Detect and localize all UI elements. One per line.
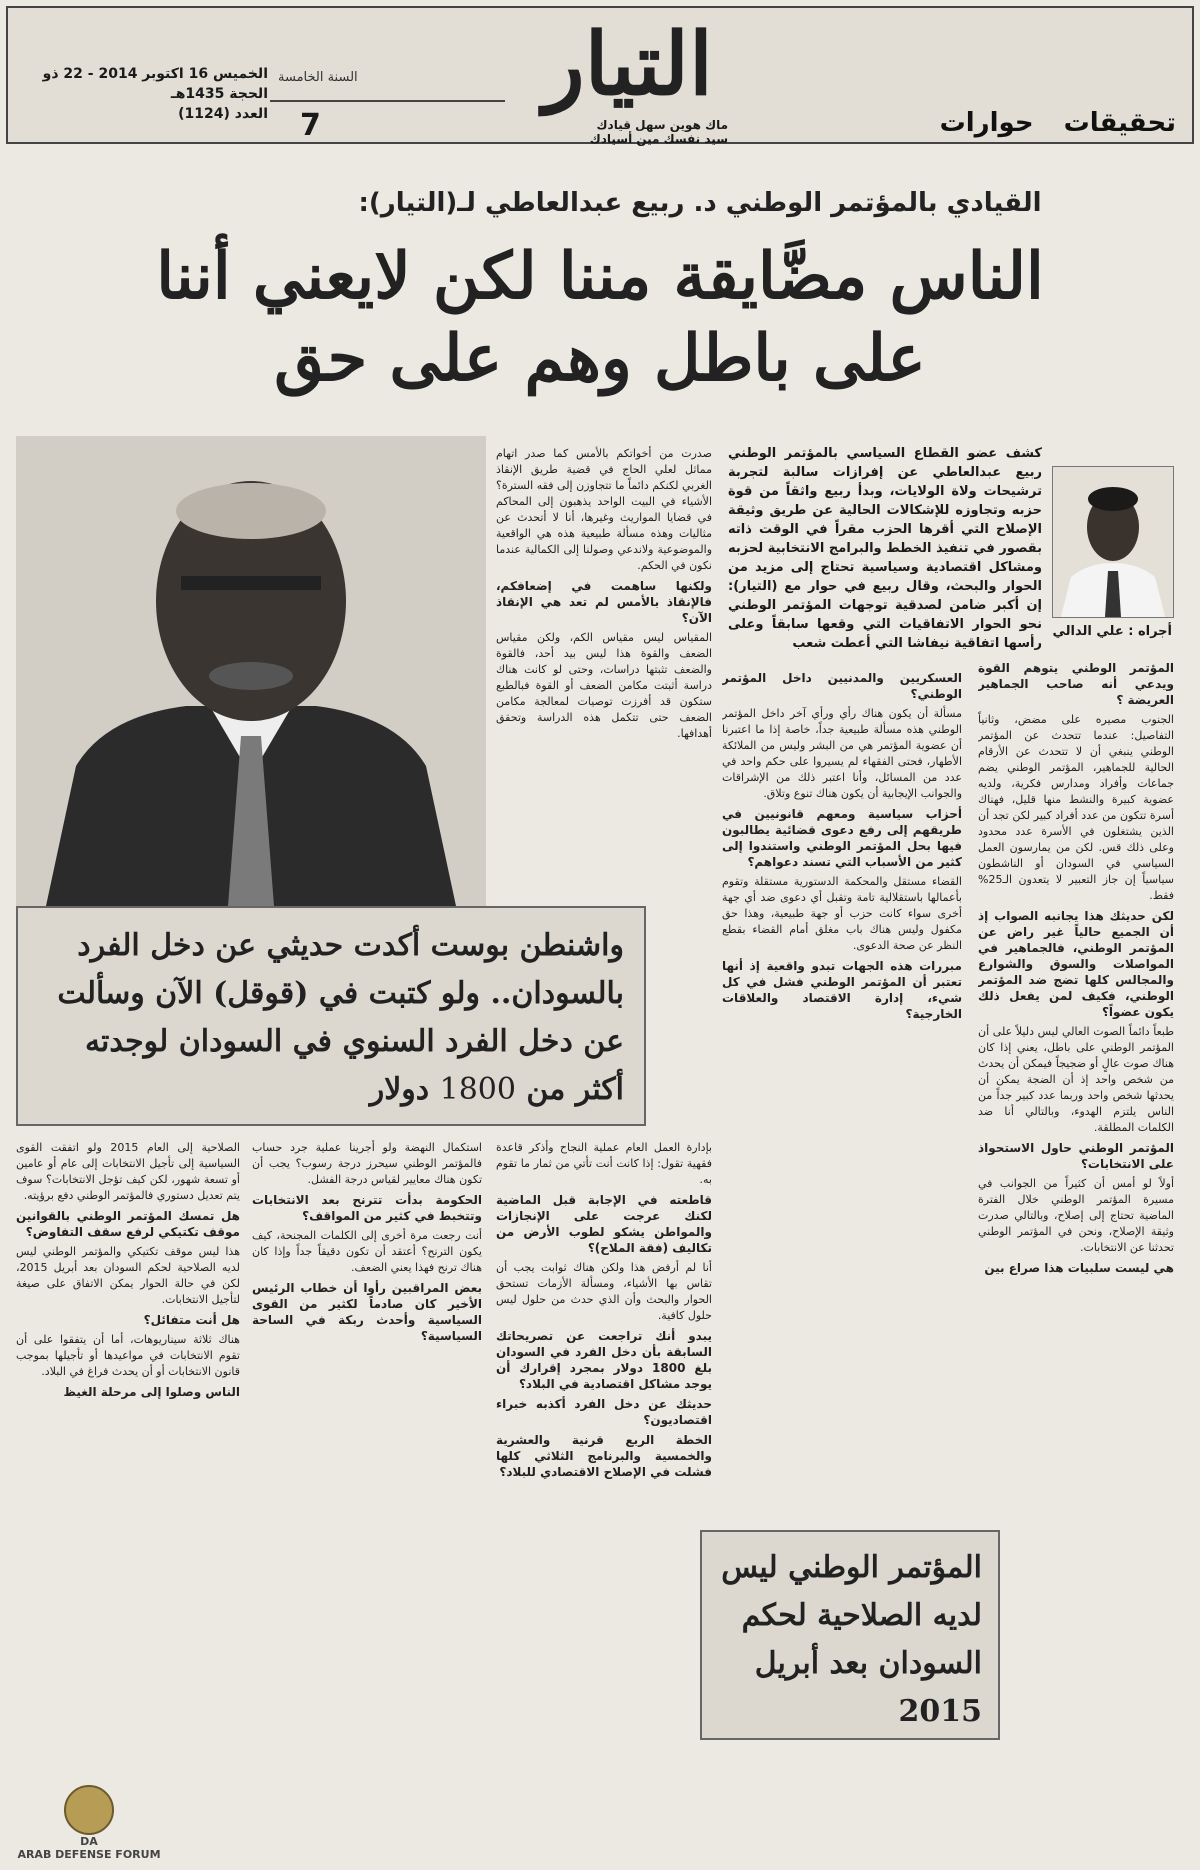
section-labels bbox=[940, 108, 1176, 138]
issue-meta bbox=[28, 64, 268, 124]
column-6-text: بإدارة العمل العام عملية النجاح وأذكر قاعدة فقهية تقول: إذا كانت أنت تأتي من ثمار ما تقوم به. bbox=[496, 1141, 712, 1186]
article-kicker: القيادي بالمؤتمر الوطني د. ربيع عبدالعاطي لـ(التيار): bbox=[358, 188, 1042, 218]
interview-credit: أجراه : علي الدالي bbox=[1052, 624, 1172, 639]
slogan-line-2: سيد نفسك مين أسيادك bbox=[589, 132, 728, 146]
column-6-question-2: يبدو أنك تراجعت عن تصريحاتك السابقة بأن دخل الفرد في السودان بلغ 1800 دولار بمجرد إقرارك أن يوجد مشاكل اقتصادية في البلاد؟ bbox=[496, 1329, 712, 1391]
column-2-question-2: أحزاب سياسية ومعهم قانونيين في طريقهم إلى رفع دعوى قضائية يطالبون فيها بحل المؤتمر الوطني واستندوا إلى كثير من الأسباب التي تسند دعواهم؟ bbox=[722, 807, 962, 869]
headline-line-2: على باطل وهم على حق bbox=[274, 321, 926, 396]
column-3-text: صدرت من أخواتكم بالأمس كما صدر اتهام مماثل لعلي الحاج في قضية طريق الإنقاذ الغربي لكنكم دائماً ما تتجاوزن إلى فقه السترة؟ الأشياء في البيت الواحد يذهبون إلى المحاكم في قضايا المواريث وغيرها، أنا لا أتحدث عن مثاليات وهذه مسألة طبيعية هذه هي الواقعية والموضوعية ولاندعي وصولنا إلى الكمالية عندما نكون في الحكم. bbox=[496, 447, 712, 572]
column-1-question: المؤتمر الوطني يتوهم القوة ويدعي أنه صاحب الجماهير العريضة ؟ bbox=[978, 661, 1174, 707]
newspaper-logo: التيار bbox=[543, 14, 713, 115]
column-6-question-3: حديثك عن دخل الفرد أكذبه خبراء اقتصاديون؟ bbox=[496, 1397, 712, 1427]
column-5 bbox=[252, 1140, 482, 1860]
column-7-text: أولاً لو أمس أن كثيراً من الجوانب في مسيرة المؤتمر الوطني خلال الفترة الماضية تحتاج إلى إصلاح، وبالتالي صدرت وثيقة الإصلاح، ونحن في المؤتمر الوطني تحدثنا عن الانتخابات. bbox=[978, 1177, 1174, 1254]
column-5-text-2: أنت رجعت مرة أخرى إلى الكلمات المجنحة، كيف يكون الترنح؟ أعتقد أن تكون دقيقاً جداً وإذا كان هناك ترنح فهذا يعني الضعف. bbox=[252, 1229, 482, 1274]
masthead bbox=[6, 6, 1194, 144]
watermark-abbr: DA bbox=[80, 1835, 98, 1848]
issue-date: الخميس 16 اكتوبر 2014 - 22 ذو الحجة 1435هـ bbox=[42, 66, 268, 102]
column-1 bbox=[978, 660, 1174, 1860]
pull-quote-dollar-number: 1800 bbox=[439, 1072, 516, 1107]
watermark-logo bbox=[14, 1785, 164, 1865]
column-6-question-4: الخطة الربع قرنية والعشرية والخمسية والبرنامج الثلاثي كلها فشلت في الإصلاح الاقتصادي للبلاد؟ bbox=[496, 1433, 712, 1479]
column-4-question-2: هل أنت متفائل؟ bbox=[143, 1313, 240, 1327]
column-2 bbox=[722, 670, 962, 1520]
column-4 bbox=[16, 1140, 240, 1780]
column-2-text-2: القضاء مستقل والمحكمة الدستورية مستقلة وتقوم بأعمالها باستقلالية تامة وتقبل أي دعوى ضد أي جهة أخرى سواء كانت حزب أو جهة طبيعية، وهذا حق مكفول وليس هناك باب مغلق أمام القضاء بقطع النظر عن صحة الدعوى. bbox=[722, 875, 962, 952]
column-7-question: المؤتمر الوطني حاول الاستحواذ على الانتخابات؟ bbox=[978, 1141, 1174, 1171]
section-label-investigations: تحقيقات bbox=[1063, 108, 1176, 138]
column-1-text-2: طبعاً دائماً الصوت العالي ليس دليلاً على أن المؤتمر الوطني على باطل، يعني إذا كان هناك صوت عالٍ أو ضجيجاً فيمكن أن يحدث من شخص واحد إذ أن الضجة يمكن أن يحدثها شخص واحد وربما عدد كبير جداً من الناس يلتزم الهدوء، وبالتالي أنا ضد الكلمات المطلقة. bbox=[978, 1025, 1174, 1134]
column-4-question: هل تمسك المؤتمر الوطني بالقوانين موقف تكتيكي لرفع سقف التفاوض؟ bbox=[16, 1209, 240, 1239]
pull-quote-dollar bbox=[16, 906, 646, 1126]
column-3-text-2: المقياس ليس مقياس الكم، ولكن مقياس الضعف والقوة هذا ليس بيد أحد، فالقوة والضعف تثبتها دراسات، وحتى لو كانت هناك دراسة أثبتت مكامن الضعف أو القوة فبالطبع ستكون قد أفرزت توصيات لمعالجة مكامن الضعف حتى تتكمل هذه الدراسة وتحقق أهدافها. bbox=[496, 631, 712, 740]
column-5-question: الحكومة بدأت تترنح بعد الانتخابات وتتخبط في كثير من المواقف؟ bbox=[252, 1193, 482, 1223]
column-5-text: استكمال النهضة ولو أجرينا عملية جرد حساب فالمؤتمر الوطني سيحرز درجة رسوب؟ يجب أن تكون هناك معايير لقياس درجة الفشل. bbox=[252, 1141, 482, 1186]
column-4-text-2: هذا ليس موقف تكتيكي والمؤتمر الوطني ليس لديه الصلاحية لحكم السودان بعد أبريل 2015، لكن في حالة الحوار يمكن الاتفاق على صيغة لتأجيل الانتخابات. bbox=[16, 1245, 240, 1306]
column-4-text-3: هناك ثلاثة سيناريوهات، أما أن يتفقوا على أن تقوم الانتخابات في مواعيدها أو تأجيلها بموجب قانون الانتخابات أو أن يحدث فراغ في البلاد. bbox=[16, 1333, 240, 1378]
pull-quote-legitimacy-year: 2015 bbox=[898, 1694, 982, 1729]
watermark-name: ARAB DEFENSE FORUM bbox=[17, 1848, 161, 1861]
column-7-question-2: هي ليست سلبيات هذا صراع بين bbox=[984, 1261, 1174, 1275]
article-headline bbox=[60, 236, 1140, 400]
column-4-text: الصلاحية إلى العام 2015 ولو اتفقت القوى السياسية إلى تأجيل الانتخابات إلى عام أو عامين أو تسعة شهور، لكن كيف تؤجل الانتخابات؟ سوف يتم تعديل دستوري فالمؤتمر الوطني دفع برؤيته. bbox=[16, 1141, 240, 1202]
column-8-question: الناس وصلوا إلى مرحلة الغيظ bbox=[63, 1385, 240, 1399]
article-intro: كشف عضو القطاع السياسي بالمؤتمر الوطني ربيع عبدالعاطي عن إفرازات سالبة لتجربة ترشيحات ولاة الولايات، وبدأ ربيع واثقاً من قوة حزبه وتجاوزه للإشكالات الحالية عن طريق وثيقة الإصلاح التي أقرها الحزب مقراً في الوقت ذاته بقصور في تنفيذ الخطط والبرامج الانتخابية لحزبه ومشاكل اقتصادية وسياسية تحتاج إلى مزيد من الحوار والبحث، وقال ربيع في حوار مع (التيار): إن أكبر ضامن لصدقية توجهات المؤتمر الوطني نحو الحوار الاتفاقيات التي وقعها سابقاً وعلى رأسها اتفاقية نيفاشا التي أعطت شعب bbox=[728, 446, 1042, 651]
column-3-question: ولكنها ساهمت في إضعافكم، فالإنقاذ بالأمس لم تعد هي الإنقاذ الآن؟ bbox=[496, 579, 712, 625]
issue-number: العدد (1124) bbox=[178, 106, 268, 122]
interviewee-photo-illustration bbox=[16, 436, 486, 906]
column-1-text: الجنوب مصيره على مضض، وثانياً التفاصيل: عندما تتحدث عن المؤتمر الوطني ينبغي أن لا تتحدث عن الأرقام الحالية للجماهير، المؤتمر الوطني يضم جماعات وأفراد ومدارس فكرية، ولديه عضوية كبيرة والنشط منها قليل، فهناك أسرة تتكون من عدد أفراد كبير لكن تجد أن الذين يشتغلون في الأسرة عدد محدود وعلى ذلك قس. لكن من يمارسون العمل السياسي في السودان أو الناشطون سياسياً إن جاز التعبير لا يتعدون الـ25% فقط. bbox=[978, 713, 1174, 902]
column-2-text: مسألة أن يكون هناك رأي ورأي آخر داخل المؤتمر الوطني هذه مسألة طبيعية جداً، خاصة إذا ما اعتبرنا أن عضوية المؤتمر هي من البشر وليس من الملائكة الأطهار، فحتى الفقهاء لم يسيروا على حكم واحد في عدد من المسائل، وأنا اعتبر ذلك من الإشراقات والجوانب الإيجابية أن يكون هناك تنوع وتلاق. bbox=[722, 707, 962, 800]
column-2-spacer bbox=[722, 1420, 962, 1520]
interviewer-portrait bbox=[1052, 466, 1174, 618]
pull-quote-legitimacy-text: المؤتمر الوطني ليس لديه الصلاحية لحكم السودان بعد أبريل bbox=[721, 1550, 982, 1681]
column-2-question: العسكريين والمدنيين داخل المؤتمر الوطني؟ bbox=[722, 671, 962, 701]
issue-year: السنة الخامسة bbox=[278, 70, 358, 85]
pull-quote-dollar-unit: دولار bbox=[369, 1072, 430, 1107]
pull-quote-legitimacy bbox=[700, 1530, 1000, 1740]
section-label-interviews: حوارات bbox=[939, 108, 1034, 138]
column-6 bbox=[496, 1140, 712, 1860]
column-6-text-2: أنا لم أرفض هذا ولكن هناك ثوابت يجب أن تقاس بها الأشياء، ومسألة الأزمات تستحق الحوار والبحث وأن الذي حدث من حلول ليس حلول كافية. bbox=[496, 1261, 712, 1322]
interviewer-portrait-illustration bbox=[1053, 467, 1173, 617]
column-6-question: قاطعته في الإجابة قبل الماضية لكنك عرجت على الإنجازات والمواطن يشكو لطوب الأرض من تكاليف (فقة الملاح)؟ bbox=[496, 1193, 712, 1255]
forum-emblem-icon bbox=[64, 1785, 114, 1835]
column-1-question-2: لكن حديثك هذا يجانبه الصواب إذ أن الجميع حالياً غير راض عن المؤتمر الوطني، فالجماهير في المواصلات والسوق والشوارع والمجالس كلها تضج ضد المؤتمر الوطني، فكيف لمن يفعل ذلك يكون عضواً؟ bbox=[978, 909, 1174, 1019]
slogan-line-1: ماك هوين سهل قيادك bbox=[596, 118, 728, 132]
pull-quote-dollar-text: واشنطن بوست أكدت حديثي عن دخل الفرد بالسودان.. ولو كتبت في (قوقل) الآن وسألت عن دخل الفرد السنوي في السودان لوجدته أكثر من bbox=[57, 928, 624, 1107]
column-5-question-2: بعض المراقبين رأوا أن خطاب الرئيس الأخير كان صادماً لكثير من القوى السياسية وأحدث ربكة في الساحة السياسية؟ bbox=[252, 1281, 482, 1343]
headline-line-1: الناس مضَّايقة مننا لكن لايعني أننا bbox=[156, 239, 1044, 314]
column-2-question-3: مبررات هذه الجهات تبدو واقعية إذ أنها تعتبر أن المؤتمر الوطني فشل في كل شيء، إدارة الاقتصاد والعلاقات الخارجية؟ bbox=[722, 959, 962, 1021]
page-number: 7 bbox=[300, 108, 321, 143]
interviewee-photo bbox=[16, 436, 486, 906]
masthead-divider bbox=[270, 100, 505, 102]
